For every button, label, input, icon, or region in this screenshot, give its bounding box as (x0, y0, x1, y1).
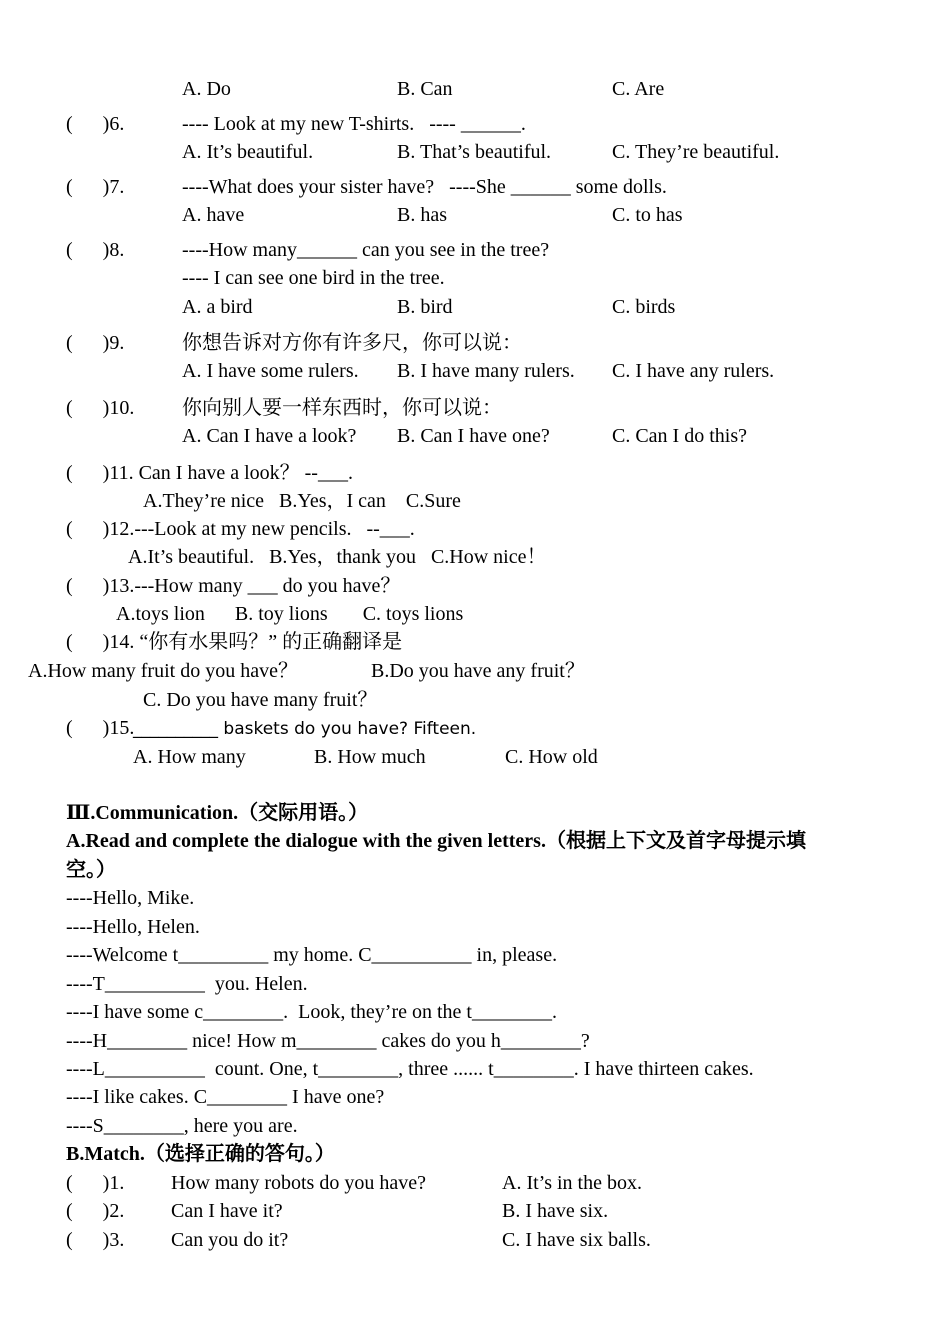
q6-option-c: C. They’re beautiful. (612, 141, 780, 163)
q15-option-b: B. How much (314, 746, 426, 768)
match-1-answer: A. It’s in the box. (502, 1172, 642, 1194)
q5-option-c: C. Are (612, 78, 665, 100)
q10-stem: 你向别人要一样东西时，你可以说： (182, 397, 502, 419)
q7-stem: ----What does your sister have? ----She ______ some dolls. (182, 176, 667, 198)
section3-title: Ⅲ.Communication.（交际用语。） (66, 802, 369, 824)
dialogue-line-7: ----L__________ count. One, t________, three ...... t________. I have thirteen cakes. (66, 1058, 754, 1080)
q6-option-a: A. It’s beautiful. (182, 141, 314, 163)
q6-stem: ---- Look at my new T-shirts. ---- ______. (182, 113, 526, 135)
q7-option-c: C. to has (612, 204, 683, 226)
match-2-question: Can I have it? (171, 1200, 283, 1222)
q14-option-b: B.Do you have any fruit？ (371, 660, 585, 682)
q9-stem: 你想告诉对方你有许多尺，你可以说： (182, 332, 522, 354)
q8-option-a: A. a bird (182, 296, 253, 318)
q5-option-b: B. Can (397, 78, 453, 100)
q13-stem: ( )13.---How many ___ do you have？ (66, 575, 401, 597)
q10-option-c: C. Can I do this? (612, 425, 747, 447)
q8-stem: ----How many______ can you see in the tree? (182, 239, 550, 261)
dialogue-line-1: ----Hello, Mike. (66, 887, 195, 909)
q12-options: A.It’s beautiful. B.Yes，thank you C.How nice！ (128, 546, 547, 568)
q10-option-a: A. Can I have a look? (182, 425, 357, 447)
match-1-question: How many robots do you have? (171, 1172, 426, 1194)
dialogue-line-8: ----I like cakes. C________ I have one? (66, 1086, 385, 1108)
q7-answer-blank: ( )7. (66, 176, 125, 198)
q6-option-b: B. That’s beautiful. (397, 141, 552, 163)
q14-stem: ( )14. “你有水果吗？” 的正确翻译是 (66, 631, 403, 653)
q8-option-b: B. bird (397, 296, 453, 318)
part-a-instruction-cont: 空。） (66, 859, 116, 881)
q7-option-a: A. have (182, 204, 245, 226)
match-3-question: Can you do it? (171, 1229, 289, 1251)
dialogue-line-9: ----S________, here you are. (66, 1115, 298, 1137)
q12-stem: ( )12.---Look at my new pencils. --___. (66, 518, 415, 540)
q8-stem-reply: ---- I can see one bird in the tree. (182, 267, 445, 289)
q15-option-c: C. How old (505, 746, 598, 768)
q11-stem: ( )11. Can I have a look？ --___. (66, 462, 353, 484)
match-3-blank: ( )3. (66, 1229, 125, 1251)
q9-answer-blank: ( )9. (66, 332, 125, 354)
part-a-instruction: A.Read and complete the dialogue with the given letters.（根据上下文及首字母提示填 (66, 830, 806, 852)
q15-answer-blank: ( )15. (66, 717, 135, 739)
q11-options: A.They’re nice B.Yes，I can C.Sure (143, 490, 461, 512)
q8-answer-blank: ( )8. (66, 239, 125, 261)
q9-option-c: C. I have any rulers. (612, 360, 775, 382)
match-1-blank: ( )1. (66, 1172, 125, 1194)
dialogue-line-6: ----H________ nice! How m________ cakes do you h________? (66, 1030, 590, 1052)
q6-answer-blank: ( )6. (66, 113, 125, 135)
q7-option-b: B. has (397, 204, 447, 226)
part-b-title: B.Match.（选择正确的答句。） (66, 1143, 335, 1165)
q10-answer-blank: ( )10. (66, 397, 135, 419)
dialogue-line-4: ----T__________ you. Helen. (66, 973, 308, 995)
match-2-answer: B. I have six. (502, 1200, 609, 1222)
q15-option-a: A. How many (133, 746, 246, 768)
match-2-blank: ( )2. (66, 1200, 125, 1222)
q14-option-c: C. Do you have many fruit？ (143, 689, 378, 711)
q9-option-b: B. I have many rulers. (397, 360, 575, 382)
q10-option-b: B. Can I have one? (397, 425, 550, 447)
q5-option-a: A. Do (182, 78, 231, 100)
dialogue-line-2: ----Hello, Helen. (66, 916, 200, 938)
q8-option-c: C. birds (612, 296, 676, 318)
q14-option-a: A.How many fruit do you have？ (28, 660, 298, 682)
q15-stem: __________ baskets do you have? Fifteen. (133, 719, 477, 739)
q13-options: A.toys lion B. toy lions C. toys lions (116, 603, 464, 625)
dialogue-line-3: ----Welcome t_________ my home. C__________ in, please. (66, 944, 558, 966)
q9-option-a: A. I have some rulers. (182, 360, 359, 382)
match-3-answer: C. I have six balls. (502, 1229, 651, 1251)
dialogue-line-5: ----I have some c________. Look, they’re on the t________. (66, 1001, 557, 1023)
